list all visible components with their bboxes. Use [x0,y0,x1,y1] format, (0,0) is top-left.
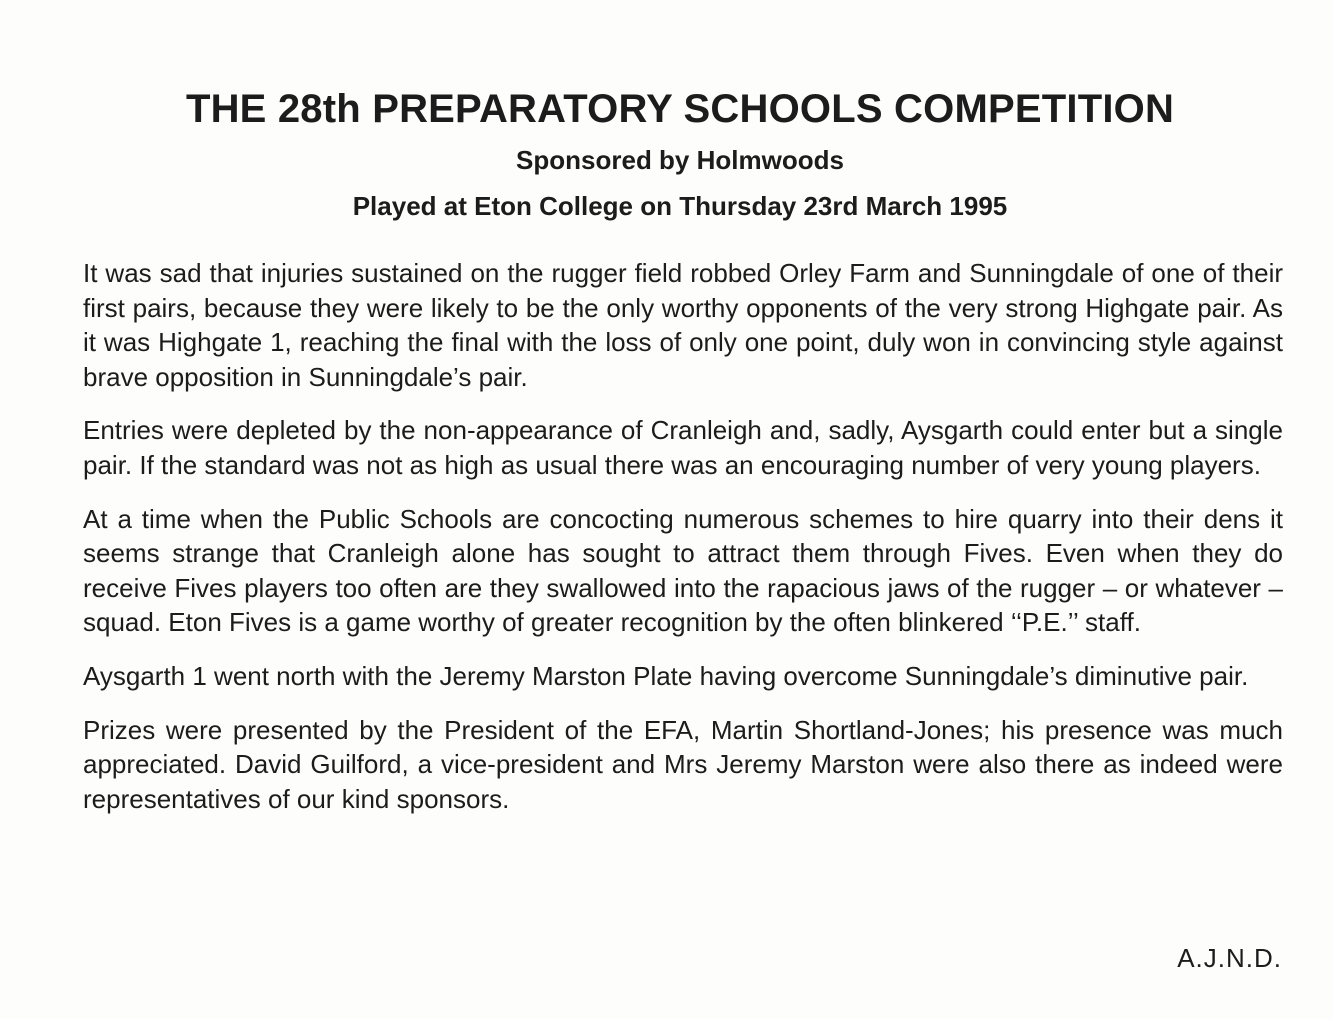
paragraph-injuries: It was sad that injuries sustained on the rugger field robbed Orley Farm and Sunningdale of one of their first pairs, because they were likely to be the only worthy opponents of the very strong Highgate pair. As it was Highgate 1, reaching the final with the loss of only one point, duly won in convincing style against brave opposition in Sunningdale’s pair. [83,258,1283,392]
paragraph-prizes: Prizes were presented by the President of the EFA, Martin Shortland-Jones; his presence was much appreciated. David Guilford, a vice-president and Mrs Jeremy Marston were also there as indeed were representatives of our kind sponsors. [83,714,1283,814]
document-title: THE 28th PREPARATORY SCHOOLS COMPETITION [185,87,1175,131]
article-body [83,256,1283,816]
paragraph-plate: Aysgarth 1 went north with the Jeremy Marston Plate having overcome Sunningdale’s diminutive pair. [83,660,1249,691]
paragraph-entries: Entries were depleted by the non-appearance of Cranleigh and, sadly, Aysgarth could enter but a single pair. If the standard was not as high as usual there was an encouraging number of very young players. [83,415,1283,480]
paragraph-public-schools: At a time when the Public Schools are concocting numerous schemes to hire quarry into their dens it seems strange that Cranleigh alone has sought to attract them through Fives. Even when they do receive Fives players too often are they swallowed into the rapacious jaws of the rugger – or whatever – squad. Eton Fives is a game worthy of greater recognition by the often blinkered ‘‘P.E.’’ staff. [83,503,1283,638]
sponsor-line: Sponsored by Holmwoods [516,145,844,175]
venue-line: Played at Eton College on Thursday 23rd March 1995 [352,191,1008,221]
author-initials: A.J.N.D. [1177,943,1282,973]
